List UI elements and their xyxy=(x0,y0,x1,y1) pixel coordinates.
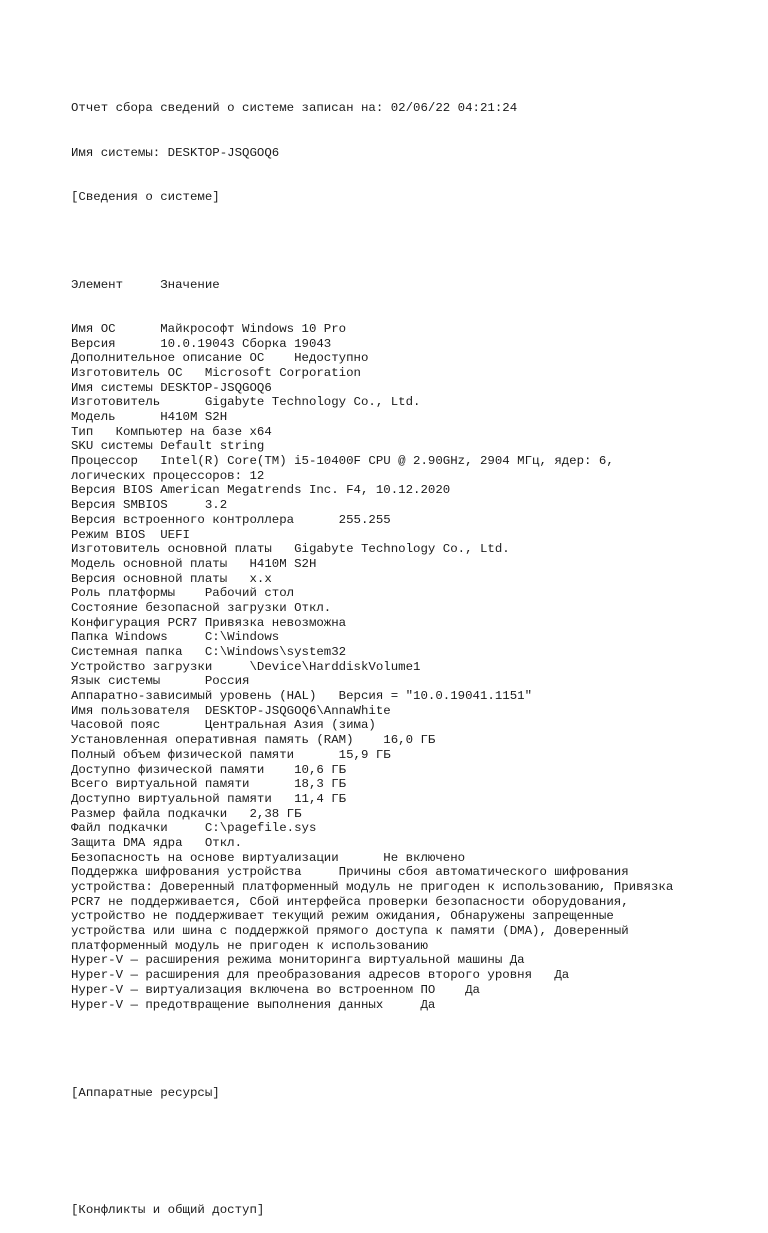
info-row: Имя системы DESKTOP-JSQGOQ6 xyxy=(71,380,272,395)
info-row: Hyper-V — расширения режима мониторинга виртуальной машины Да xyxy=(71,953,525,968)
info-row: Имя пользователя DESKTOP-JSQGOQ6\AnnaWhite xyxy=(71,703,391,718)
info-row: Версия BIOS American Megatrends Inc. F4, 10.12.2020 xyxy=(71,483,451,498)
info-row: Дополнительное описание ОС Недоступно xyxy=(71,351,369,366)
info-row: Модель H410M S2H xyxy=(71,410,228,424)
info-row: Полный объем физической памяти 15,9 ГБ xyxy=(71,747,391,762)
info-row: Модель основной платы H410M S2H xyxy=(71,556,317,571)
info-row: Часовой пояс Центральная Азия (зима) xyxy=(71,718,376,733)
info-row: Язык системы Россия xyxy=(71,674,250,689)
info-row: Hyper-V — виртуализация включена во встроенном ПО Да xyxy=(71,982,480,997)
info-row: Безопасность на основе виртуализации Не включено xyxy=(71,850,466,865)
info-row: Hyper-V — расширения для преобразования адресов второго уровня Да xyxy=(71,968,570,983)
info-row: Состояние безопасной загрузки Откл. xyxy=(71,600,332,615)
columns-header: Элемент Значение xyxy=(71,277,220,292)
system-name-line: Имя системы: DESKTOP-JSQGOQ6 xyxy=(71,145,280,160)
info-row: Изготовитель ОС Microsoft Corporation xyxy=(71,365,361,380)
section-heading-conflicts: [Конфликты и общий доступ] xyxy=(71,1203,265,1218)
info-row: Изготовитель Gigabyte Technology Co., Ltd. xyxy=(71,395,421,410)
info-row: Поддержка шифрования устройства Причины сбоя автоматического шифрования xyxy=(71,865,629,880)
info-row: Устройство загрузки \Device\HarddiskVolume1 xyxy=(71,659,421,674)
system-info-document xyxy=(71,72,731,1233)
info-row: Тип Компьютер на базе x64 xyxy=(71,424,272,439)
info-row: Версия встроенного контроллера 255.255 xyxy=(71,512,391,527)
info-row: устройство не поддерживает текущий режим ожидания, Обнаружены запрещенные xyxy=(71,909,614,924)
info-rows xyxy=(71,322,731,1012)
info-row: Версия основной платы x.x xyxy=(71,571,272,586)
info-row: Роль платформы Рабочий стол xyxy=(71,586,295,601)
info-row: Папка Windows C:\Windows xyxy=(71,630,280,645)
info-row: Режим BIOS UEFI xyxy=(71,527,190,542)
info-row: Аппаратно-зависимый уровень (HAL) Версия = "10.0.19041.1151" xyxy=(71,689,533,704)
report-timestamp-line: Отчет сбора сведений о системе записан на: 02/06/22 04:21:24 xyxy=(71,101,518,116)
info-row: SKU системы Default string xyxy=(71,439,265,454)
info-row: логических процессоров: 12 xyxy=(71,468,265,483)
info-row: Имя ОС Майкрософт Windows 10 Pro xyxy=(71,321,347,336)
spacer xyxy=(71,234,731,249)
info-row: Файл подкачки C:\pagefile.sys xyxy=(71,821,317,836)
info-row: Всего виртуальной памяти 18,3 ГБ xyxy=(71,777,347,792)
spacer xyxy=(71,1042,731,1057)
info-row: Защита DMA ядра Откл. xyxy=(71,835,243,850)
info-row: Доступно физической памяти 10,6 ГБ xyxy=(71,762,347,777)
info-row: Установленная оперативная память (RAM) 16,0 ГБ xyxy=(71,733,436,748)
info-row: Размер файла подкачки 2,38 ГБ xyxy=(71,806,302,821)
info-row: платформенный модуль не пригоден к использованию xyxy=(71,938,428,953)
section-heading-system-info: [Сведения о системе] xyxy=(71,189,220,204)
info-row: Доступно виртуальной памяти 11,4 ГБ xyxy=(71,791,347,806)
section-heading-hardware-resources: [Аппаратные ресурсы] xyxy=(71,1085,220,1100)
info-row: Системная папка C:\Windows\system32 xyxy=(71,645,347,659)
info-row: Версия 10.0.19043 Сборка 19043 xyxy=(71,336,332,351)
info-row: устройства или шина с поддержкой прямого доступа к памяти (DMA), Доверенный xyxy=(71,924,629,939)
info-row: Процессор Intel(R) Core(TM) i5-10400F CPU @ 2.90GHz, 2904 МГц, ядер: 6, xyxy=(71,454,614,469)
info-row: Версия SMBIOS 3.2 xyxy=(71,498,228,513)
info-row: Hyper-V — предотвращение выполнения данных Да xyxy=(71,997,436,1012)
info-row: устройства: Доверенный платформенный модуль не пригоден к использованию, Привязка xyxy=(71,880,674,894)
spacer xyxy=(71,1130,731,1174)
info-row: Конфигурация PCR7 Привязка невозможна xyxy=(71,615,347,630)
info-row: Изготовитель основной платы Gigabyte Technology Co., Ltd. xyxy=(71,542,510,557)
info-row: PCR7 не поддерживается, Сбой интерфейса проверки безопасности оборудования, xyxy=(71,894,629,909)
